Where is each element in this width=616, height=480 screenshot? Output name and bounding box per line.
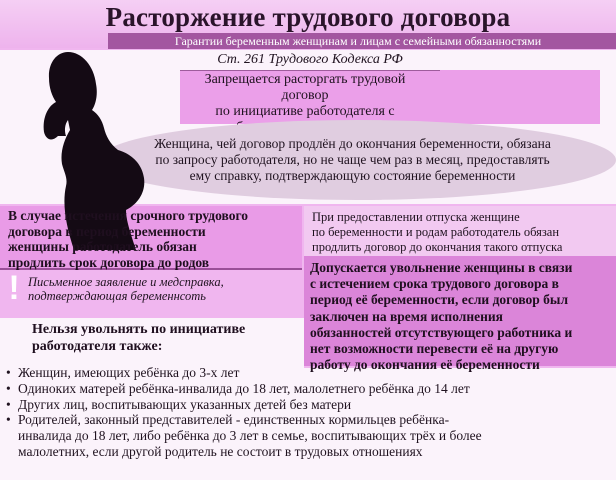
list-item <box>4 397 564 413</box>
documents-note <box>28 275 298 303</box>
extension-line: по запросу работодателя, но не чаще чем раз в месяц, предоставлять <box>155 152 550 167</box>
dismissal-exception-text <box>310 260 610 373</box>
list-item-line: малолетних, если другой родитель не состоит в трудовых отношениях <box>18 443 423 459</box>
documents-note-line: подтверждающая беременнсоть <box>28 289 206 303</box>
fixed-term-line: В случае истечения срочного трудового <box>8 208 249 223</box>
dismissal-line: обязанностей отсутствующего работника и <box>310 324 573 340</box>
extension-line: Женщина, чей договор продлён до окончания беременности, обязана <box>154 136 551 151</box>
dismissal-line: Допускается увольнение женщины в связи <box>310 260 573 275</box>
page-subtitle: Гарантии беременным женщинам и лицам с семейными обязанностями <box>174 34 542 48</box>
documents-note-line: Письменное заявление и медсправка, <box>28 275 224 289</box>
extension-text <box>120 136 585 184</box>
article-underline <box>180 70 440 71</box>
fixed-term-line: продлить срок договора до родов <box>8 254 210 270</box>
page-title: Расторжение трудового договора <box>105 2 511 32</box>
list-item-line: инвалида до 18 лет, либо ребёнка до 3 лет в семье, воспитывающих трёх и более <box>18 428 482 444</box>
also-forbidden-title <box>32 322 302 355</box>
list-item-line: • Одиноких матерей ребёнка-инвалида до 18 лет, малолетнего ребёнка до 14 лет <box>18 380 470 396</box>
fixed-term-line: договора в период беременности <box>8 223 206 239</box>
list-item-line: • Родителей, законный представителей - единственных кормильцев ребёнка- <box>18 412 450 428</box>
also-forbidden-title-line: работодателя также: <box>32 338 163 354</box>
list-item <box>4 365 564 381</box>
also-forbidden-title-line: Нельзя увольнять по инициативе <box>32 322 246 337</box>
list-item-line: • Других лиц, воспитывающих указанных детей без матери <box>18 396 352 412</box>
dismissal-line: период её беременности, если договор был <box>310 292 569 308</box>
fixed-term-line: женщины работодатель обязан <box>8 239 197 255</box>
fixed-term-text <box>8 208 302 270</box>
leave-line: При предоставлении отпуска женщине <box>312 210 520 224</box>
forbid-line: Запрещается расторгать трудовой договор <box>204 72 406 103</box>
exclamation-icon: ! <box>8 269 20 307</box>
list-item <box>4 381 564 397</box>
dismissal-line: заключен на время исполнения <box>310 308 503 324</box>
list-item <box>4 412 564 459</box>
extension-line: ему справку, подтверждающую состояние беременности <box>189 168 516 183</box>
list-item-line: • Женщин, имеющих ребёнка до 3-х лет <box>18 365 240 380</box>
also-forbidden-list <box>4 365 564 460</box>
leave-line: продлить договор до окончания такого отпуска <box>312 240 563 254</box>
article-reference: Ст. 261 Трудового Кодекса РФ <box>217 52 403 67</box>
dismissal-line: работу до окончания её беременности <box>310 357 540 373</box>
leave-line: по беременности и родам работодатель обязан <box>312 225 560 239</box>
dismissal-line: с истечением срока трудового договора в <box>310 276 559 292</box>
forbid-line: по инициативе работодателя с <box>215 104 395 119</box>
leave-text <box>312 210 612 255</box>
dismissal-line: нет возможности перевести её на другую <box>310 341 559 357</box>
